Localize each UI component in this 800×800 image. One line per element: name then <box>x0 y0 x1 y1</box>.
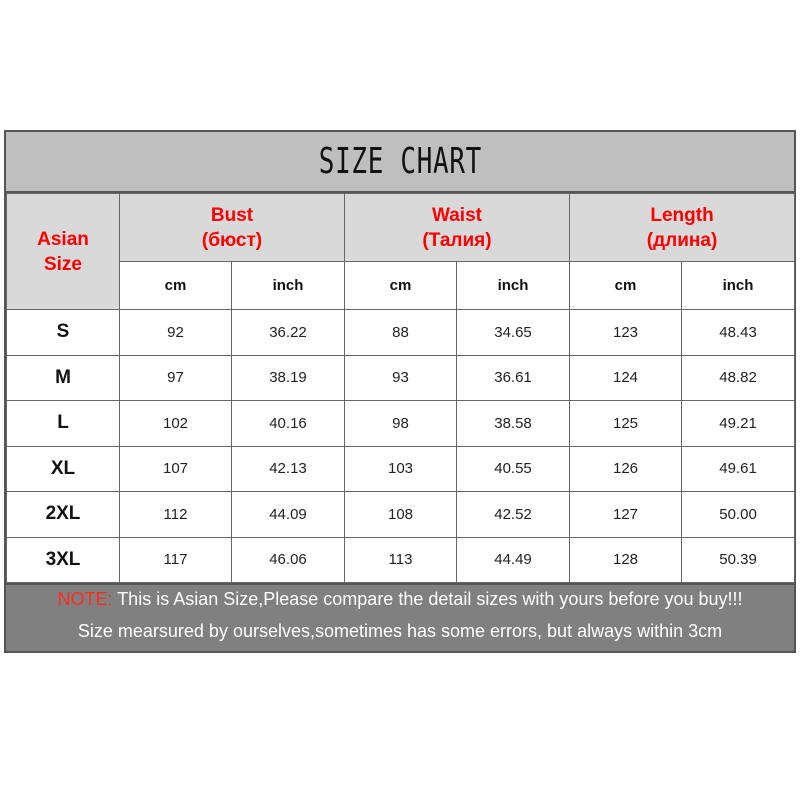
table-cell: 93 <box>345 355 457 401</box>
header-bust-sub: (бюст) <box>201 229 263 251</box>
table-cell: 34.65 <box>457 310 570 356</box>
table-cell: 113 <box>345 537 457 583</box>
title-bar <box>6 132 794 193</box>
table-cell: 126 <box>570 446 682 492</box>
table-cell: 36.22 <box>232 310 345 356</box>
table-cell: 98 <box>345 401 457 447</box>
table-cell: 102 <box>120 401 232 447</box>
table-cell: 40.16 <box>232 401 345 447</box>
unit-length-inch: inch <box>682 262 795 310</box>
table-cell: 88 <box>345 310 457 356</box>
size-label: M <box>7 355 120 401</box>
header-waist-sub: (Талия) <box>422 229 492 251</box>
table-cell: 49.61 <box>682 446 795 492</box>
table-cell: 107 <box>120 446 232 492</box>
table-cell: 42.13 <box>232 446 345 492</box>
note-line-2: Size mearsured by ourselves,sometimes has some errors, but always within 3cm <box>77 621 723 641</box>
table-cell: 48.43 <box>682 310 795 356</box>
table-cell: 44.09 <box>232 492 345 538</box>
size-label: 3XL <box>7 537 120 583</box>
header-size-cell <box>7 194 120 310</box>
table-cell: 38.58 <box>457 401 570 447</box>
table-cell: 112 <box>120 492 232 538</box>
table-cell: 108 <box>345 492 457 538</box>
table-cell: 127 <box>570 492 682 538</box>
header-row-groups <box>7 194 795 262</box>
table-row <box>7 446 795 492</box>
table-row <box>7 401 795 447</box>
table-cell: 128 <box>570 537 682 583</box>
size-chart <box>4 130 796 653</box>
table-cell: 123 <box>570 310 682 356</box>
unit-bust-inch: inch <box>232 262 345 310</box>
table-cell: 40.55 <box>457 446 570 492</box>
table-row <box>7 537 795 583</box>
table-cell: 38.19 <box>232 355 345 401</box>
unit-waist-inch: inch <box>457 262 570 310</box>
note-line-1 <box>6 589 794 610</box>
table-cell: 97 <box>120 355 232 401</box>
size-label: 2XL <box>7 492 120 538</box>
unit-waist-cm: cm <box>345 262 457 310</box>
header-length-name: Length <box>650 204 714 226</box>
header-length-sub: (длина) <box>646 229 718 251</box>
unit-length-cm: cm <box>570 262 682 310</box>
table-cell: 92 <box>120 310 232 356</box>
table-cell: 50.39 <box>682 537 795 583</box>
table-row <box>7 355 795 401</box>
unit-bust-cm: cm <box>120 262 232 310</box>
header-length <box>570 194 795 262</box>
header-row-units <box>7 262 795 310</box>
table-cell: 117 <box>120 537 232 583</box>
table-cell: 44.49 <box>457 537 570 583</box>
size-table <box>6 193 795 583</box>
chart-title: SIZE CHART <box>318 141 482 182</box>
table-cell: 103 <box>345 446 457 492</box>
size-label: S <box>7 310 120 356</box>
header-bust-name: Bust <box>210 204 254 226</box>
note-text-1: This is Asian Size,Please compare the detail sizes with yours before you buy!!! <box>112 589 743 609</box>
header-waist-name: Waist <box>432 204 482 226</box>
table-cell: 125 <box>570 401 682 447</box>
header-bust <box>120 194 345 262</box>
table-row <box>7 492 795 538</box>
size-label: XL <box>7 446 120 492</box>
header-size-label-line1: Asian <box>37 228 89 250</box>
table-cell: 46.06 <box>232 537 345 583</box>
table-cell: 42.52 <box>457 492 570 538</box>
table-row <box>7 310 795 356</box>
table-cell: 50.00 <box>682 492 795 538</box>
table-cell: 124 <box>570 355 682 401</box>
notes-bar <box>6 583 794 651</box>
table-cell: 48.82 <box>682 355 795 401</box>
header-size-label-line2: Size <box>43 253 83 275</box>
note-prefix: NOTE: <box>57 589 113 609</box>
size-label: L <box>7 401 120 447</box>
table-cell: 49.21 <box>682 401 795 447</box>
header-waist <box>345 194 570 262</box>
table-cell: 36.61 <box>457 355 570 401</box>
